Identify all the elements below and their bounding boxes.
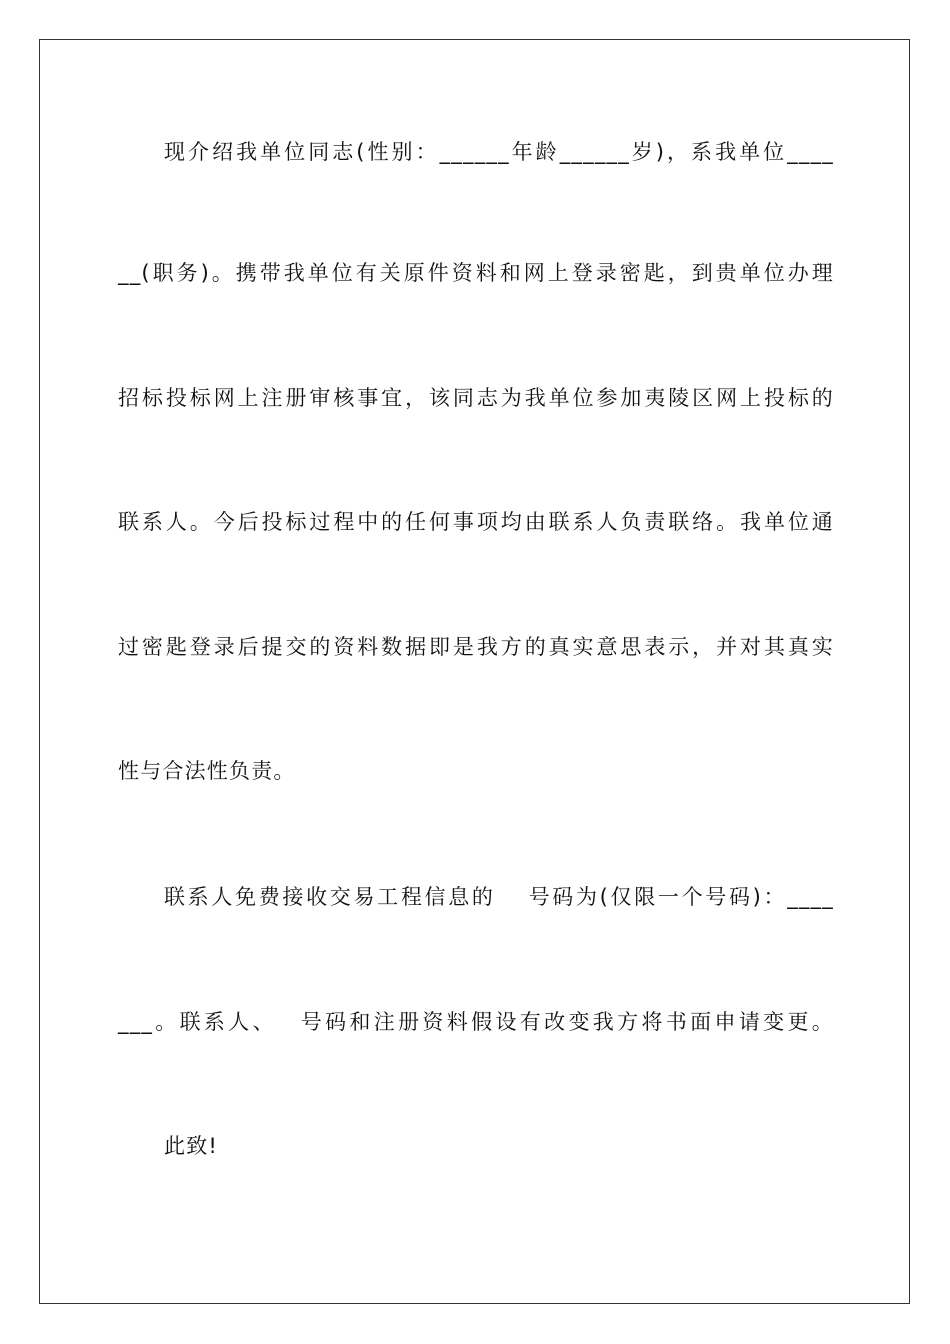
body-text-line: 联系人。今后投标过程中的任何事项均由联系人负责联络。我单位通 <box>118 510 834 534</box>
page-border <box>39 39 910 1304</box>
body-text-line: 过密匙登录后提交的资料数据即是我方的真实意思表示，并对其真实 <box>118 635 834 659</box>
closing-salutation: 此致! <box>164 1134 219 1158</box>
body-text-line: 联系人免费接收交易工程信息的 号码为(仅限一个号码)：____ <box>164 885 834 909</box>
body-text-line: __(职务)。携带我单位有关原件资料和网上登录密匙，到贵单位办理 <box>118 261 834 285</box>
body-text-line: 招标投标网上注册审核事宜，该同志为我单位参加夷陵区网上投标的 <box>118 386 834 410</box>
body-text-line: 现介绍我单位同志(性别：______年龄______岁)，系我单位____ <box>164 140 834 164</box>
body-text-line: 性与合法性负责。 <box>118 759 296 783</box>
body-text-line: ___。联系人、 号码和注册资料假设有改变我方将书面申请变更。 <box>118 1010 834 1034</box>
